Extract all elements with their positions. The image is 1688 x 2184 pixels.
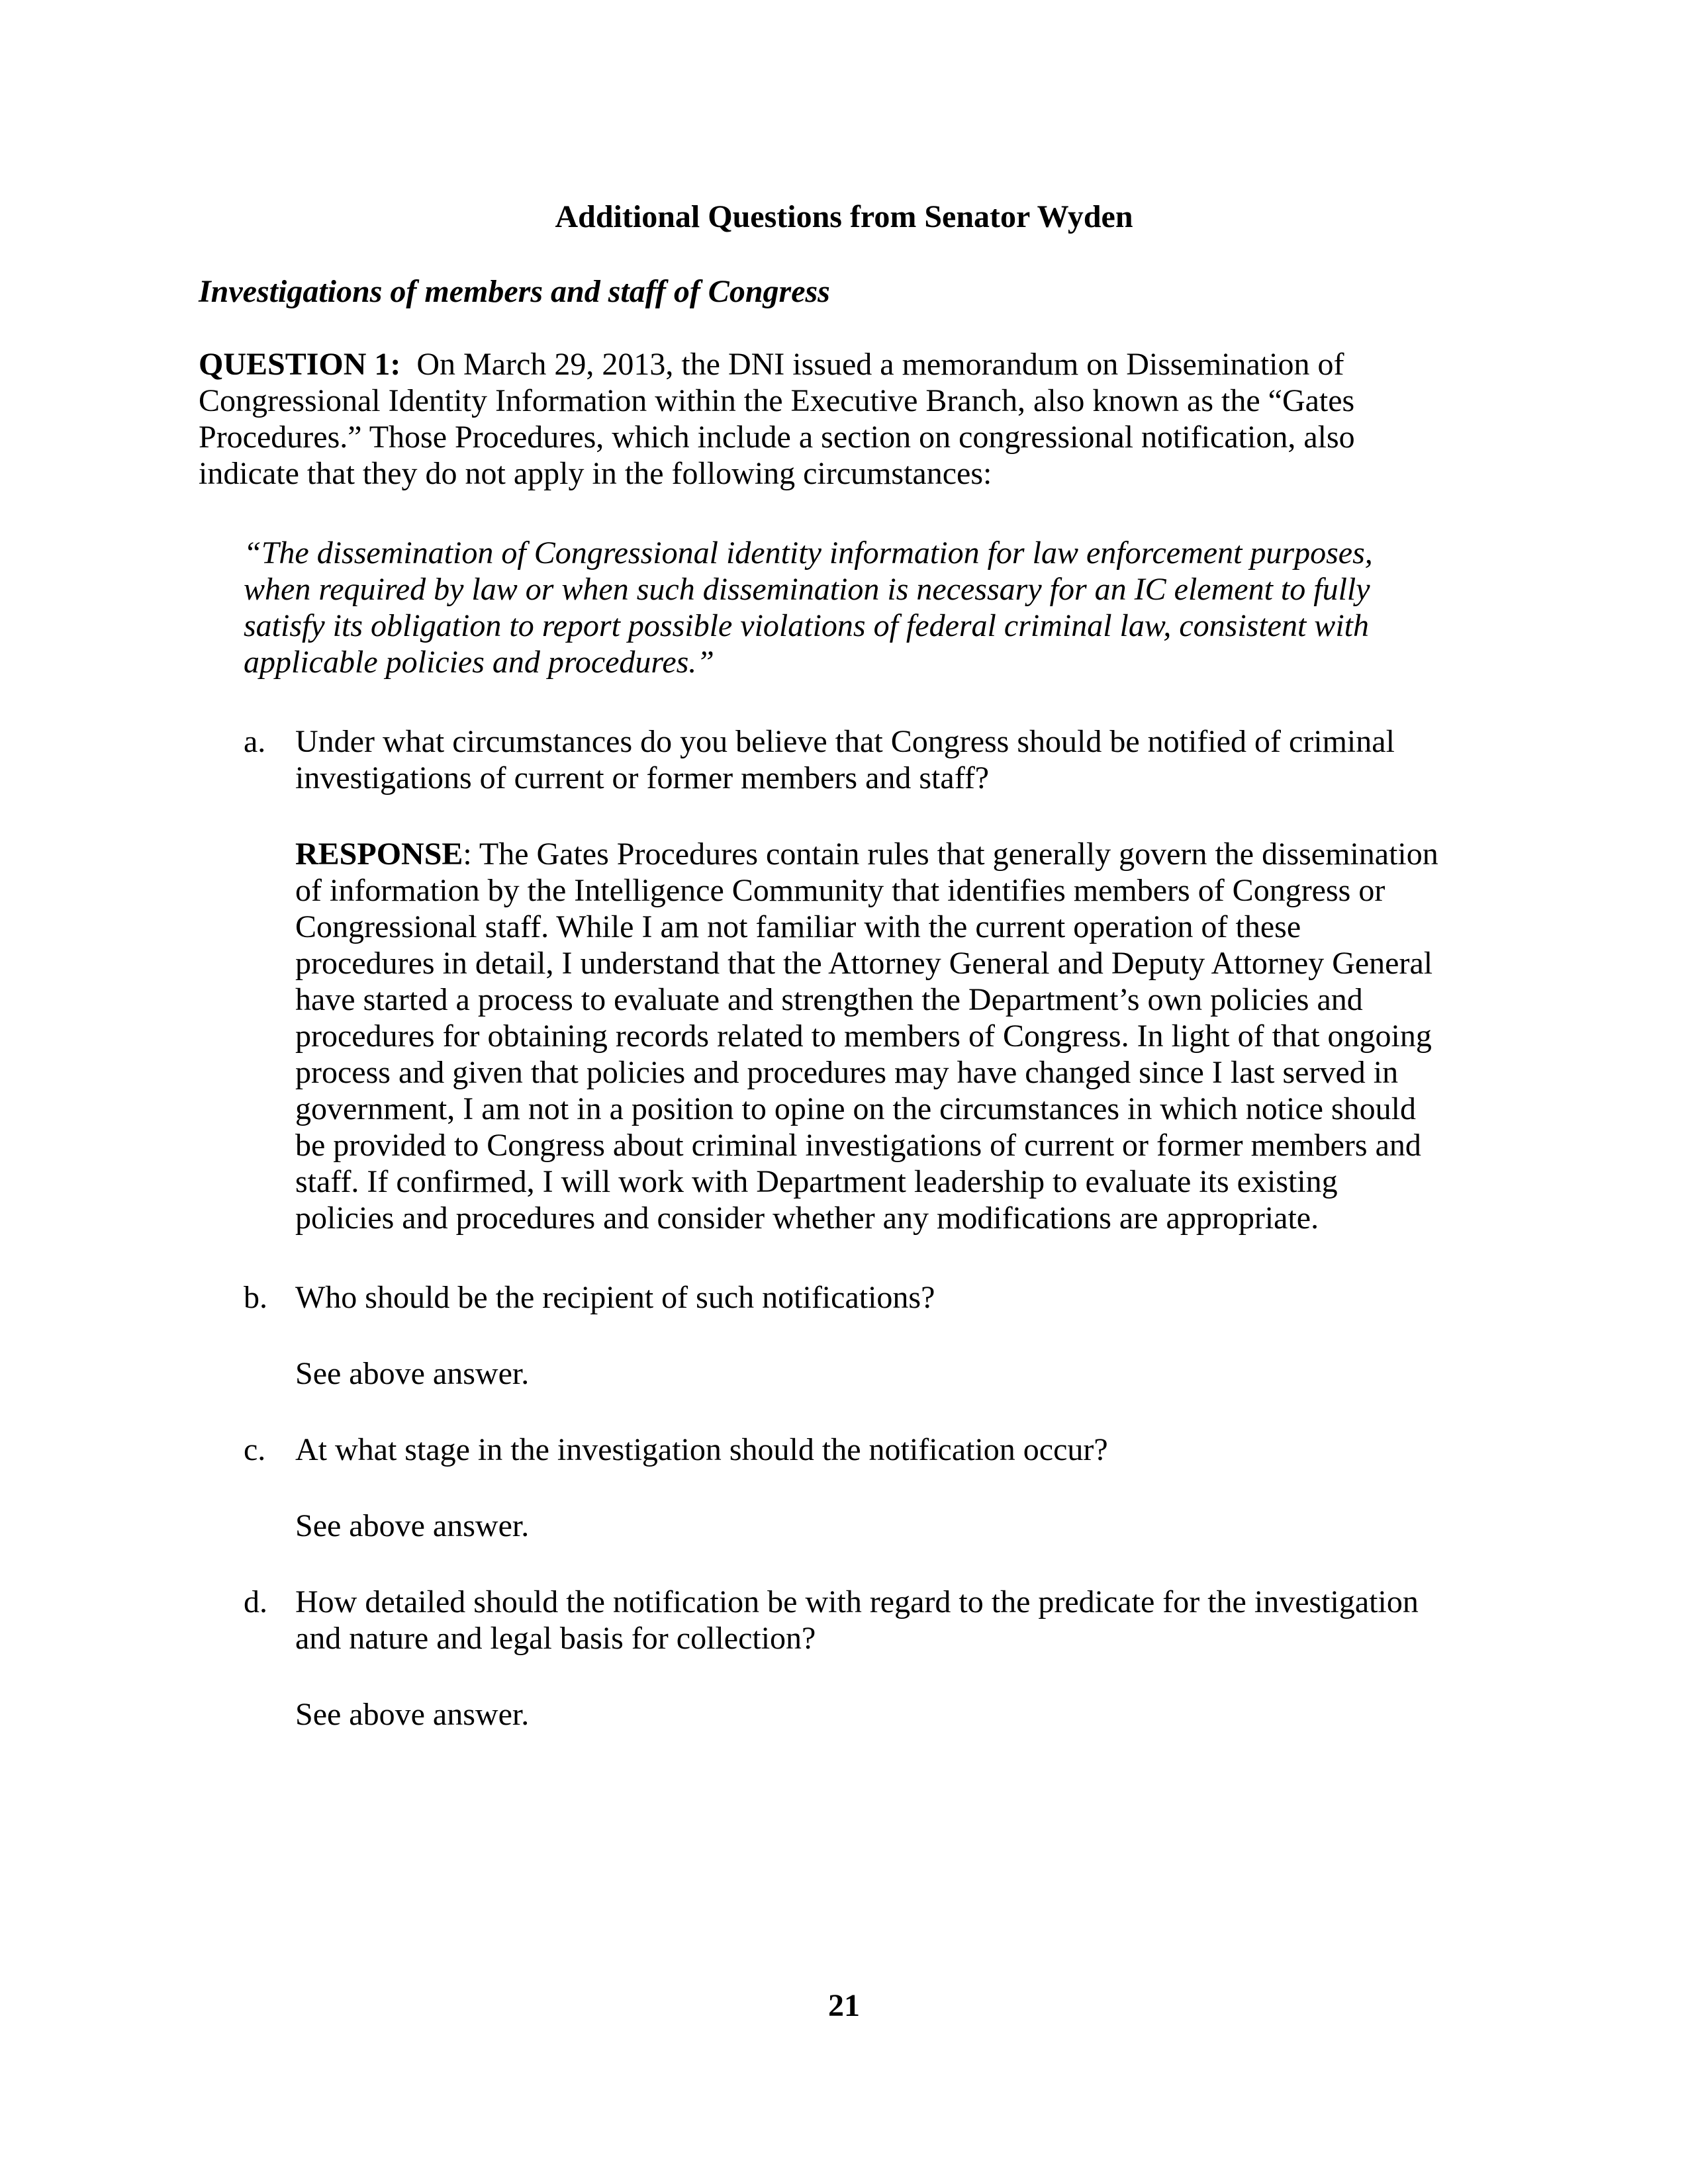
item-label: c. — [244, 1432, 266, 1467]
item-label: d. — [244, 1584, 267, 1619]
response-label: RESPONSE — [295, 837, 463, 872]
page-title: Additional Questions from Senator Wyden — [555, 199, 1133, 234]
quote-line: satisfy its obligation to report possible violations of federal criminal law, consistent with — [244, 608, 1369, 643]
quote-line: “The dissemination of Congressional identity information for law enforcement purposes, — [244, 535, 1373, 570]
response-line: procedures for obtaining records related to members of Congress. In light of that ongoing — [295, 1019, 1432, 1054]
response-line: of information by the Intelligence Community that identifies members of Congress or — [295, 873, 1385, 908]
response-line: have started a process to evaluate and strengthen the Department’s own policies and — [295, 982, 1363, 1017]
response-line: staff. If confirmed, I will work with Department leadership to evaluate its existing — [295, 1164, 1338, 1199]
item-question-line: investigations of current or former members and staff? — [295, 760, 990, 796]
item-answer: See above answer. — [295, 1697, 530, 1732]
response-line: process and given that policies and procedures may have changed since I last served in — [295, 1055, 1399, 1090]
item-question-line: Who should be the recipient of such notifications? — [295, 1280, 935, 1315]
question-1-line: indicate that they do not apply in the following circumstances: — [199, 456, 992, 491]
item-question-line: How detailed should the notification be with regard to the predicate for the investigation — [295, 1584, 1419, 1619]
quote-line: when required by law or when such dissemination is necessary for an IC element to fully — [244, 572, 1370, 607]
page-number: 21 — [828, 1988, 860, 2023]
item-question-line: Under what circumstances do you believe that Congress should be notified of criminal — [295, 724, 1395, 759]
response-line: policies and procedures and consider whether any modifications are appropriate. — [295, 1201, 1319, 1236]
item-answer: See above answer. — [295, 1356, 530, 1391]
item-label: b. — [244, 1280, 267, 1315]
question-1-line: Congressional Identity Information within the Executive Branch, also known as the “Gates — [199, 383, 1355, 418]
question-1-label: QUESTION 1: — [199, 347, 401, 382]
response-line: procedures in detail, I understand that the Attorney General and Deputy Attorney General — [295, 946, 1433, 981]
item-question-line: At what stage in the investigation should the notification occur? — [295, 1432, 1108, 1467]
response-line: government, I am not in a position to opine on the circumstances in which notice should — [295, 1091, 1416, 1126]
item-question-line: and nature and legal basis for collection? — [295, 1621, 816, 1656]
response-line: RESPONSE: The Gates Procedures contain rules that generally govern the dissemination — [295, 837, 1438, 872]
section-heading: Investigations of members and staff of Congress — [199, 274, 830, 309]
question-1-line: Procedures.” Those Procedures, which include a section on congressional notification, also — [199, 420, 1355, 455]
quote-line: applicable policies and procedures.” — [244, 645, 714, 680]
question-1-line: QUESTION 1: On March 29, 2013, the DNI issued a memorandum on Dissemination of — [199, 347, 1344, 382]
item-label: a. — [244, 724, 266, 759]
response-line: be provided to Congress about criminal investigations of current or former members and — [295, 1128, 1421, 1163]
item-answer: See above answer. — [295, 1508, 530, 1543]
response-line: Congressional staff. While I am not familiar with the current operation of these — [295, 909, 1301, 944]
